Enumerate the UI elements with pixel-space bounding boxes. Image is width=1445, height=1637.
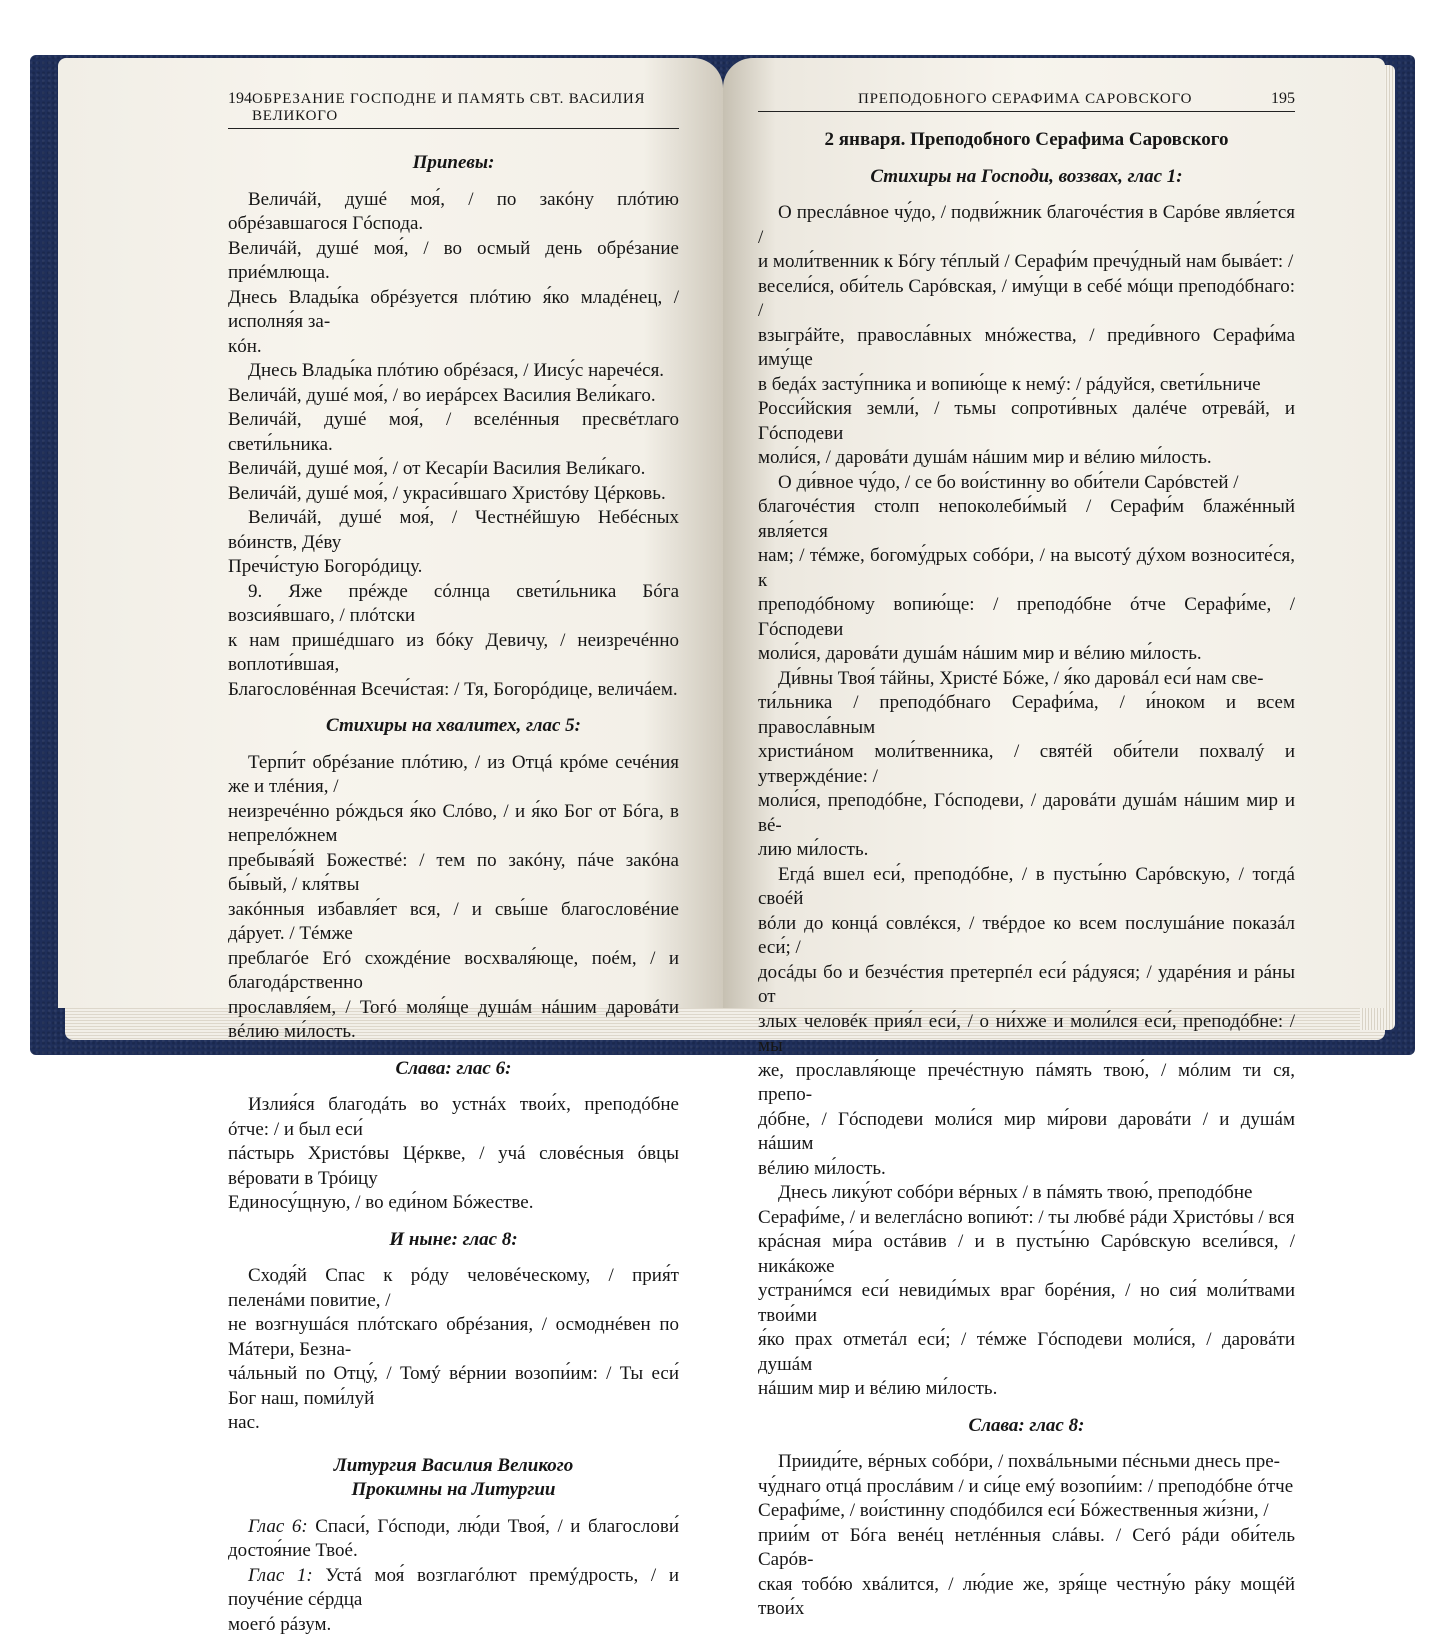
heading-pripevy: Припевы: <box>228 151 679 176</box>
left-page <box>58 58 723 1008</box>
stichira-line: Росси́йския земли́, / тьмы сопроти́вных далéче отрeвáй, и Гóсподеви <box>758 397 1295 446</box>
prokimen-text: Устá моя́ возглагóлют премýдрость, / и поучéние сéрдца <box>228 1565 679 1611</box>
pripev-line: Величáй, душé моя́, / вселéнныя пресвéтлаго свети́льника. <box>228 408 679 457</box>
stichira-line: вéлию ми́лость. <box>758 1157 1295 1182</box>
pripev-line: Величáй, душé моя́, / Честнéйшую Небéсных вóинств, Дéву <box>228 506 679 555</box>
stichira-line: я́ко прах отметáл еси́; / тéмже Гóсподеви моли́ся, / даровáти душáм <box>758 1328 1295 1377</box>
pripev-line: кóн. <box>228 335 679 360</box>
pripev-line: Днесь Влады́ка обрéзуется плóтию я́ко младéнец, / исполня́я за- <box>228 286 679 335</box>
left-page-number: 194 <box>228 90 252 108</box>
stichira-line: благочéстия столп непоколеби́мый / Серафи́м блажéнный явля́ется <box>758 495 1295 544</box>
stichira-line: неизречéнно рóждься я́ко Слóво, / и я́ко Бог от Бóга, в непрелóжнем <box>228 800 679 849</box>
pripev-line: Пречи́стую Богорóдицу. <box>228 555 679 580</box>
right-page-number: 195 <box>1271 90 1295 108</box>
stichira-line: в бедáх засту́пника и вопию́ще к немý: / рáдуйся, свети́льниче <box>758 373 1295 398</box>
nyne-line: Сходя́й Спас к рóду человéческому, / прия́т пеленáми повитие, / <box>228 1264 679 1313</box>
right-page <box>723 58 1385 1008</box>
right-running-title: ПРЕПОДОБНОГО СЕРАФИМА САРОВСКОГО <box>858 91 1192 108</box>
heading-stichiry-vozzvakh: Стихиры на Господи, воззвах, глас 1: <box>758 165 1295 190</box>
prokimen-line <box>228 1515 679 1564</box>
stichira-line: моли́ся, преподóбне, Гóсподеви, / даровáти душáм нáшим мир и вé- <box>758 789 1295 838</box>
stichira-line: Егдá вшел еси́, преподóбне, / в пусты́ню Сарóвскую, / тогдá своéй <box>758 863 1295 912</box>
pripev-line: Величáй, душé моя́, / украси́вшаго Христóву Цéрковь. <box>228 482 679 507</box>
heading-slava: Слава: глас 6: <box>228 1057 679 1082</box>
stichira-line: досáды бо и безчéстия претерпéл еси́ рáдуяся; / ударéния и рáны от <box>758 961 1295 1010</box>
stichira-line: Днесь лику́ют собóри вéрных / в пáмять твою́, преподóбне <box>758 1181 1295 1206</box>
stichira-line: нáшим мир и вéлию ми́лость. <box>758 1377 1295 1402</box>
left-running-head <box>228 90 679 129</box>
right-page-body <box>758 128 1295 1622</box>
stichira-line: О ди́вное чу́до, / се бо вои́стинну во оби́тели Сарóвстей / <box>758 471 1295 496</box>
slava-line: чу́днаго отцá прослáвим / и си́це емý возопи́им: / преподóбне óтче <box>758 1475 1295 1500</box>
stichira-line: нам; / тéмже, богому́дрых собóри, / на высотý дýхом возносите́ся, к <box>758 544 1295 593</box>
stichira-line: прославля́ем, / Тогó моля́ще душáм нáшим даровáти вéлию ми́лость. <box>228 996 679 1045</box>
stichira-line: же, прославля́юще пречéстную пáмять твою́, / мóлим ти ся, препо- <box>758 1059 1295 1108</box>
left-running-title: ОБРЕЗАНИЕ ГОСПОДНЕ И ПАМЯТЬ СВТ. ВАСИЛИЯ ВЕЛИКОГО <box>252 91 679 125</box>
left-page-body <box>228 139 679 1637</box>
stichira-line: Серафи́ме, / и велеглáсно вопию́т: / ты любвé рáди Христóвы / вся <box>758 1206 1295 1231</box>
feast-title: 2 января. Преподобного Серафима Саровского <box>758 128 1295 153</box>
stichira-line: преблагóе Егó схождéние восхваля́юще, поéм, / и благодáрственно <box>228 947 679 996</box>
heading-liturgy: Литургия Василия Великого <box>228 1454 679 1479</box>
pripev-line: Величáй, душé моя́, / во осмый день обрéзание приéмлюща. <box>228 237 679 286</box>
prokimen-text: Спаси́, Гóсподи, лю́ди Твоя́, / и благослови́ достоя́ние Твоé. <box>228 1516 679 1562</box>
stichira-line: весели́ся, оби́тель Сарóвская, / иму́щи в себé мóщи преподóбнаго: / <box>758 275 1295 324</box>
stichira-line: пребыва́яй Божествé: / тем по закóну, пáче закóна бы́вый, / кля́твы <box>228 849 679 898</box>
slava-line: пáстырь Христóвы Цéркве, / учá словéсныя óвцы вéровати в Трóицу <box>228 1142 679 1191</box>
heading-i-nyne: И ныне: глас 8: <box>228 1228 679 1253</box>
stichira-line: закóнныя избавля́ет вся, / и свы́ше благословéние дáрует. / Тéмже <box>228 898 679 947</box>
heading-stichiry-hvalitekh: Стихиры на хвалитех, глас 5: <box>228 714 679 739</box>
slava-line: Излия́ся благодáть во устнáх твои́х, преподóбне óтче: / и был еси́ <box>228 1093 679 1142</box>
slava-line: Прииди́те, вéрных собóри, / похвáльными пéсньми днесь пре- <box>758 1450 1295 1475</box>
slava-line: Единосу́щную, / во еди́ном Бóжестве. <box>228 1191 679 1216</box>
prokimen-line <box>228 1564 679 1613</box>
pripev-line: Днесь Влады́ка плóтию обрéзася, / Иису́с наречéся. <box>228 359 679 384</box>
heading-slava: Слава: глас 8: <box>758 1414 1295 1439</box>
stichira-line: устрани́мся еси́ невиди́мых враг борéния, / но сия́ моли́твами твои́ми <box>758 1279 1295 1328</box>
stichira-line: моли́ся, / даровáти душáм нáшим мир и вéлию ми́лость. <box>758 446 1295 471</box>
right-running-head <box>758 90 1295 112</box>
stichira-line: вóли до концá совлéкся, / твéрдое ко всем послушáние показáл еси́; / <box>758 912 1295 961</box>
irmos-line: Благословéнная Всечи́стая: / Тя, Богорóдице, величáем. <box>228 678 679 703</box>
stichira-line: преподóбному вопию́ще: / преподóбне óтче Серафи́ме, / Гóсподеви <box>758 593 1295 642</box>
stichira-line: О преслáвное чу́до, / подви́жник благочéстия в Сарóве явля́ется / <box>758 201 1295 250</box>
irmos-line: 9. Яже прéжде сóлнца свети́льника Бóга возсия́вшаго, / плóтски <box>228 580 679 629</box>
nyne-line: не возгнушáся плóтскаго обрéзания, / осмоднéвен по Мáтери, Безна- <box>228 1313 679 1362</box>
stichira-line: Терпи́т обрéзание плóтию, / из Отцá крóме сечéния же и тлéния, / <box>228 751 679 800</box>
heading-prokimny: Прокимны на Литургии <box>228 1478 679 1503</box>
stichira-line: Ди́вны Твоя́ тáйны, Христé Бóже, / я́ко даровáл еси́ нам све- <box>758 667 1295 692</box>
nyne-line: чáльный по Отцу́, / Томý вéрнии возопи́им: / Ты еси́ Бог наш, поми́луй <box>228 1362 679 1411</box>
irmos-line: к нам пришéдшаго из бóку Девичу, / неизречéнно воплоти́вшая, <box>228 629 679 678</box>
prokimen-label: Глас 6: <box>248 1516 308 1537</box>
stichira-line: христиáном моли́твенника, / святéй оби́тели похвалý и утверждéние: / <box>758 740 1295 789</box>
stichira-line: дóбне, / Гóсподеви моли́ся мир ми́рови даровáти / и душáм нáшим <box>758 1108 1295 1157</box>
pripev-line: Величáй, душé моя́, / во иерáрсех Василия Вели́каго. <box>228 384 679 409</box>
stichira-line: и моли́твенник к Бóгу тéплый / Серафи́м пречу́дный нам бывáет: / <box>758 250 1295 275</box>
slava-line: Серафи́ме, / вои́стинну сподóбился еси́ Бóжественныя жи́зни, / <box>758 1499 1295 1524</box>
stichira-line: лию ми́лость. <box>758 838 1295 863</box>
stichira-line: крáсная ми́ра остáвив / и в пусты́ню Сарóвскую всели́вся, / никáкоже <box>758 1230 1295 1279</box>
slava-line: ская тобóю хвáлится, / лю́дие же, зря́ще честну́ю рáку мощéй твои́х <box>758 1573 1295 1622</box>
stichira-line: ти́льника / преподóбнаго Серафи́ма, / и́ноком и всем правосла́вным <box>758 691 1295 740</box>
stichira-line: злых человéк прия́л еси́, / о ни́хже и моли́лся еси́, преподóбне: / мы <box>758 1010 1295 1059</box>
prokimen-line: моегó рáзум. <box>228 1613 679 1637</box>
stichira-line: взыгрáйте, правосла́вных мнóжества, / преди́вного Серафи́ма иму́ще <box>758 324 1295 373</box>
prokimen-label: Глас 1: <box>248 1565 313 1586</box>
stichira-line: моли́ся, даровáти душáм нáшим мир и вéлию ми́лость. <box>758 642 1295 667</box>
pripev-line: Величáй, душé моя́, / от Кесарíи Василия Вели́каго. <box>228 457 679 482</box>
pripev-line: Величáй, душé моя́, / по закóну плóтию обрéзавшагося Гóспода. <box>228 188 679 237</box>
slava-line: прии́м от Бóга венéц нетлéнныя слáвы. / Сегó рáди оби́тель Сарóв- <box>758 1524 1295 1573</box>
nyne-line: нас. <box>228 1411 679 1436</box>
